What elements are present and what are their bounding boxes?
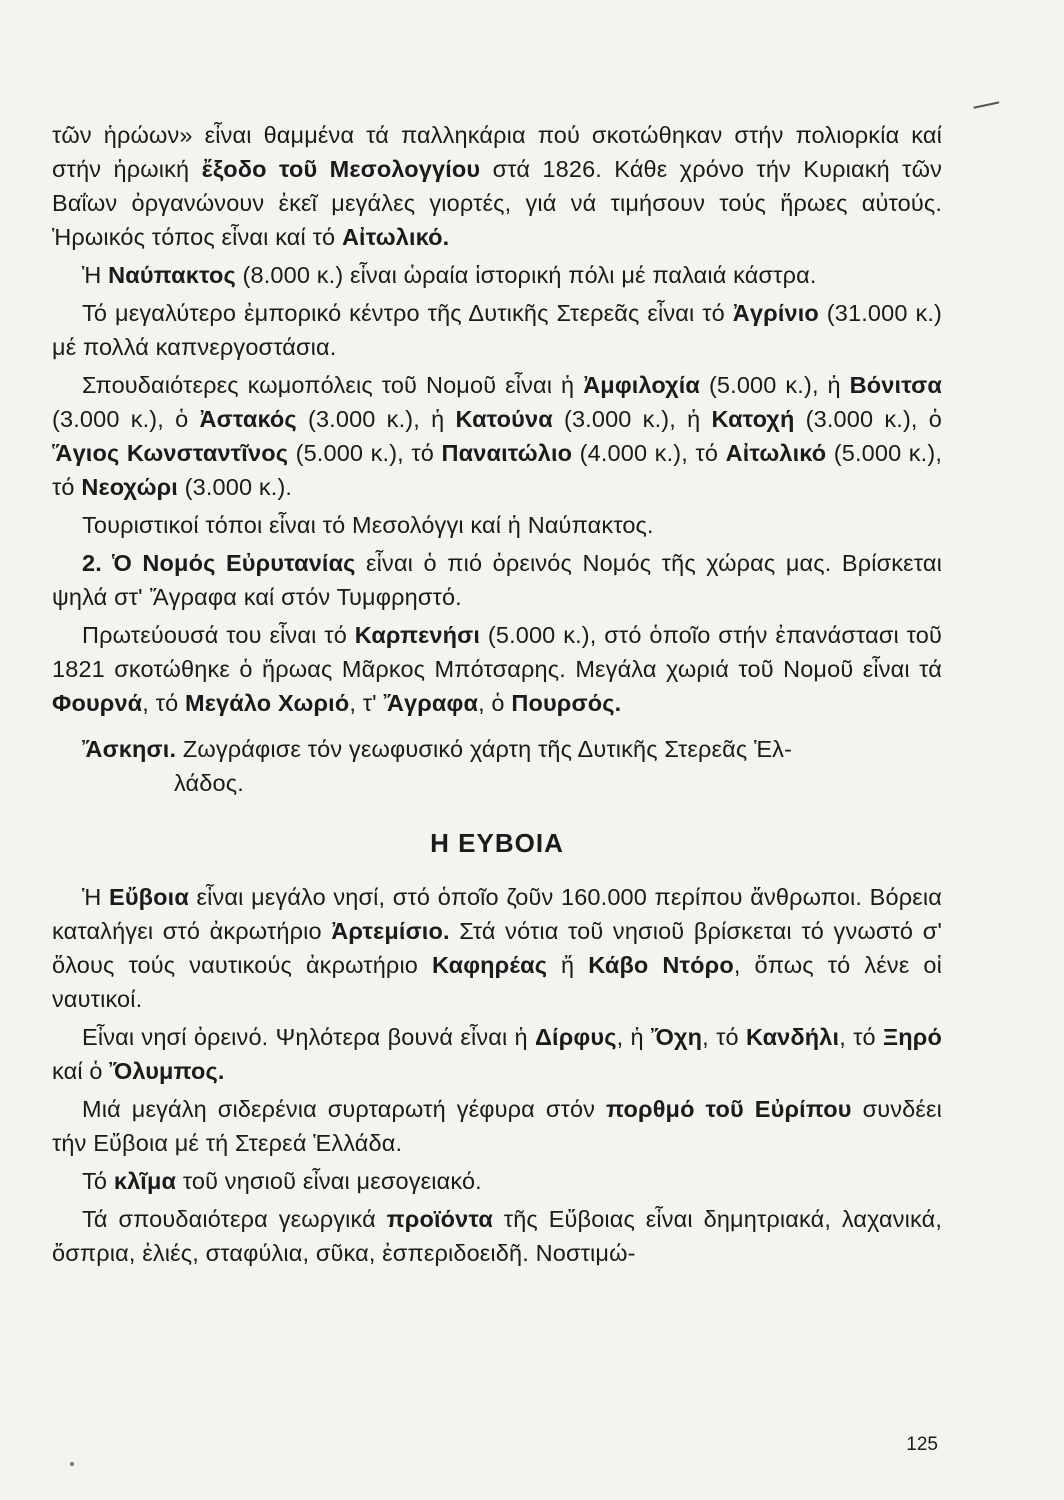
bold-term: πορθμό τοῦ Εὐρίπου	[606, 1096, 852, 1122]
bold-term: Πουρσός.	[511, 690, 622, 716]
text: (8.000 κ.) εἶναι ὡραία ἱστορική πόλι μέ παλαιά κάστρα.	[235, 262, 817, 288]
text: (4.000 κ.), τό	[572, 440, 726, 466]
scan-mark	[973, 101, 1000, 114]
text: , ἡ	[616, 1024, 651, 1050]
bold-term: Βόνιτσα	[849, 372, 943, 398]
exercise-line	[52, 732, 942, 766]
text: , τό	[702, 1024, 746, 1050]
bold-term: Παναιτώλιο	[441, 440, 573, 466]
bold-term: Καφηρέας	[432, 952, 548, 978]
text: εἶναι ὁ πιό ὀρεινός Νομός τῆς χώρας μας. Βρίσκεται ψηλά στ' Ἄγραφα καί στόν Τυμφρηστό.	[52, 550, 942, 610]
paragraph-karpenisi	[52, 618, 942, 720]
text: τῶν ἡρώων» εἶναι θαμμένα τά παλληκάρια πού σκοτώθηκαν στήν πολιορκία καί στήν ἡρωική	[52, 122, 942, 182]
text: Στά νότια τοῦ νησιοῦ βρίσκεται τό γνωστό σ' ὅλους τούς ναυτικούς ἀκρωτήριο	[52, 918, 942, 978]
exercise-label: Ἄσκησι.	[82, 736, 177, 762]
bold-term: Νεοχώρι	[81, 474, 178, 500]
paragraph-mesolongi	[52, 118, 942, 254]
text: στά 1826. Κάθε χρόνο τήν Κυριακή τῶν Βαΐων ὀργανώνουν ἐκεῖ μεγάλες γιορτές, γιά νά τιμήσουν τούς ἥρωες αὐτούς. Ἡρωικός τόπος εἶναι καί τό	[52, 156, 943, 250]
paragraph-townships	[52, 368, 942, 504]
paragraph-evia-bridge	[52, 1092, 942, 1160]
bold-term: κλῖμα	[113, 1168, 177, 1194]
bold-term: Δίρφυς	[535, 1024, 617, 1050]
exercise-text: Ζωγράφισε τόν γεωφυσικό χάρτη τῆς Δυτικῆς Στερεᾶς Ἑλ-	[176, 736, 793, 762]
text: Τό	[82, 1168, 114, 1194]
text: Ἡ	[82, 884, 109, 910]
bold-term: Ἅγιος Κωνσταντῖνος	[52, 440, 289, 466]
text: τῆς Εὔβοιας εἶναι δημητριακά, λαχανικά, ὄσπρια, ἐλιές, σταφύλια, σῦκα, ἐσπεριδοειδῆ. Νοστιμώ-	[52, 1206, 942, 1266]
bold-term: Ξηρό	[883, 1024, 942, 1050]
paragraph-nafpaktos	[52, 258, 942, 292]
bold-term: Αἰτωλικό.	[341, 224, 450, 250]
scan-dot	[70, 1462, 74, 1466]
text: ἤ	[547, 952, 589, 978]
text: , ὅπως τό λένε οἱ ναυτικοί.	[52, 952, 943, 1012]
bold-term: Φουρνά	[52, 690, 143, 716]
exercise-text-continued: λάδος.	[174, 770, 244, 796]
text: (5.000 κ.), τό	[52, 440, 943, 500]
bold-term: Ἀμφιλοχία	[583, 372, 701, 398]
bold-term: Αἰτωλικό	[725, 440, 827, 466]
bold-term: Κατοχή	[711, 406, 795, 432]
text: , τό	[839, 1024, 883, 1050]
bold-term: Ναύπακτος	[108, 262, 236, 288]
text: (3.000 κ.), ὁ	[52, 406, 200, 432]
bold-term: Ἀρτεμίσιο.	[331, 918, 450, 944]
text: συνδέει τήν Εὔβοια μέ τή Στερεά Ἑλλάδα.	[52, 1096, 942, 1156]
exercise-block	[52, 732, 942, 800]
text: Τουριστικοί τόποι εἶναι τό Μεσολόγγι καί ἡ Ναύπακτος.	[82, 512, 654, 538]
text: Τό μεγαλύτερο ἐμπορικό κέντρο τῆς Δυτικῆς Στερεᾶς εἶναι τό	[82, 300, 733, 326]
text: (31.000 κ.) μέ πολλά καπνεργοστάσια.	[52, 300, 942, 360]
text: (3.000 κ.), ἡ	[296, 406, 456, 432]
text: (3.000 κ.), ὁ	[794, 406, 943, 432]
section-heading: Η ΕΥΒΟΙΑ	[430, 828, 564, 858]
bold-term: Καρπενήσι	[354, 622, 481, 648]
text: τοῦ νησιοῦ εἶναι μεσογειακό.	[176, 1168, 482, 1194]
page-number: 125	[906, 1434, 938, 1455]
text: καί ὁ	[52, 1058, 110, 1084]
text: (3.000 κ.).	[177, 474, 293, 500]
paragraph-agrinio	[52, 296, 942, 364]
text: Τά σπουδαιότερα γεωργικά	[82, 1206, 387, 1232]
bold-term: προϊόντα	[386, 1206, 493, 1232]
page-body	[52, 118, 942, 1274]
bold-term: Ὄχη	[650, 1024, 703, 1050]
paragraph-evrytania	[52, 546, 942, 614]
bold-term: Ὄλυμπος.	[109, 1058, 225, 1084]
text: (5.000 κ.), στό ὁποῖο στήν ἐπανάστασι τοῦ 1821 σκοτώθηκε ὁ ἥρωας Μᾶρκος Μπότσαρης. Μεγάλα χωριά τοῦ Νομοῦ εἶναι τά	[52, 622, 942, 682]
text: , τό	[142, 690, 185, 716]
bold-term: Μεγάλο Χωριό	[184, 690, 350, 716]
text: , τ'	[349, 690, 384, 716]
text: (5.000 κ.), τό	[288, 440, 442, 466]
text: εἶναι μεγάλο νησί, στό ὁποῖο ζοῦν 160.000 περίπου ἄνθρωποι. Βόρεια καταλήγει στό ἀκρωτήριο	[52, 884, 942, 944]
text: (3.000 κ.), ἡ	[552, 406, 712, 432]
paragraph-evia-mountains	[52, 1020, 942, 1088]
bold-term: Εὔβοια	[109, 884, 189, 910]
bold-term: Κάβο Ντόρο	[588, 952, 734, 978]
text: Σπουδαιότερες κωμοπόλεις τοῦ Νομοῦ εἶναι ἡ	[82, 372, 584, 398]
text: Ἡ	[82, 262, 109, 288]
text: Μιά μεγάλη σιδερένια συρταρωτή γέφυρα στόν	[82, 1096, 607, 1122]
bold-term: ἔξοδο τοῦ Μεσολογγίου	[201, 156, 481, 182]
bold-term: Κανδήλι	[745, 1024, 840, 1050]
text: Πρωτεύουσά του εἶναι τό	[82, 622, 355, 648]
paragraph-evia-products	[52, 1202, 942, 1270]
paragraph-tourism	[52, 508, 942, 542]
section-title: 2. Ὁ Νομός Εὐρυτανίας	[82, 550, 356, 576]
bold-term: Κατούνα	[455, 406, 553, 432]
bold-term: Ἀγρίνιο	[732, 300, 819, 326]
text: Εἶναι νησί ὀρεινό. Ψηλότερα βουνά εἶναι ἡ	[82, 1024, 536, 1050]
bold-term: Ἀστακός	[199, 406, 297, 432]
paragraph-evia-intro	[52, 880, 942, 1016]
text: , ὁ	[478, 690, 512, 716]
text: (5.000 κ.), ἡ	[700, 372, 850, 398]
paragraph-evia-climate	[52, 1164, 942, 1198]
bold-term: Ἄγραφα	[383, 690, 479, 716]
